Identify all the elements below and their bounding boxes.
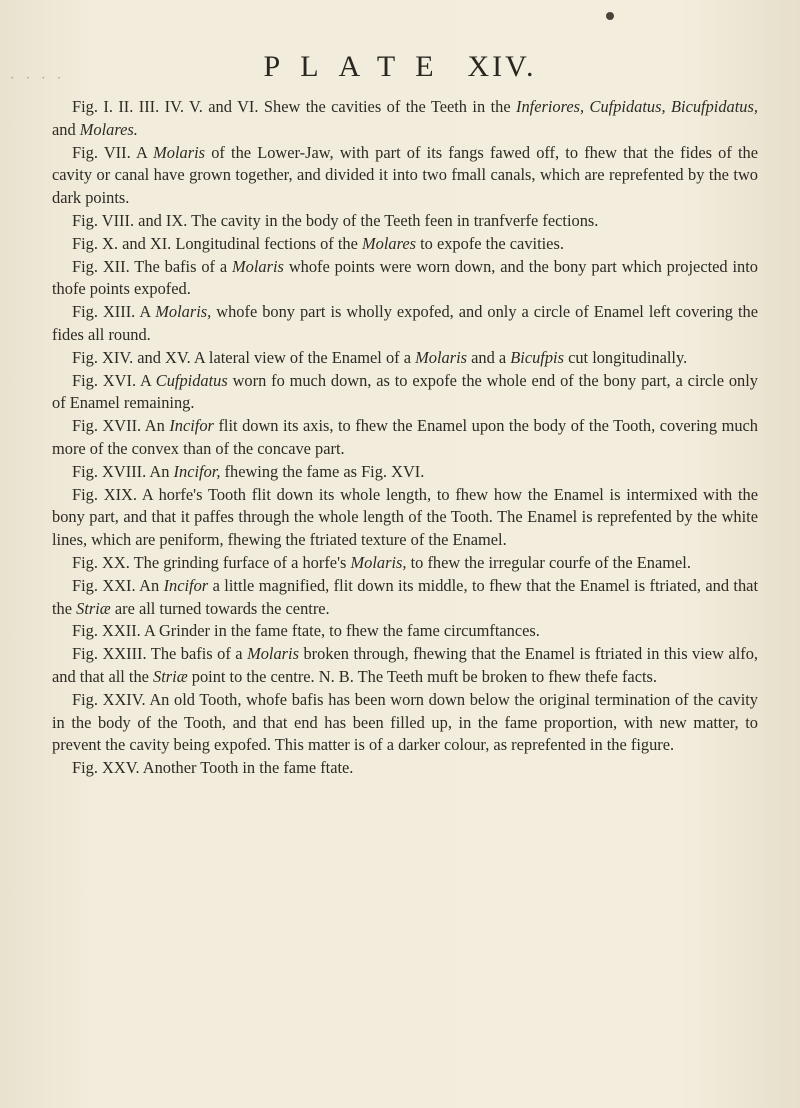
- entry-text: A: [136, 370, 156, 390]
- figure-entry: [52, 233, 758, 256]
- figure-entry: [52, 256, 758, 302]
- figure-descriptions: [52, 96, 758, 780]
- figure-entry: [52, 620, 758, 643]
- figure-label: Fig. XVIII.: [72, 461, 147, 481]
- entry-text: The bafis of a: [129, 256, 233, 276]
- entry-text: are all turned towards the centre.: [110, 598, 330, 618]
- entry-text: Shew the cavities of the Teeth in the: [258, 97, 517, 116]
- entry-text: a little magnified, flit down its middle, to fhew that the Enamel is ftriated, and that the: [52, 575, 759, 618]
- figure-label: Fig. XIII.: [72, 302, 136, 322]
- ink-dot: [606, 12, 614, 20]
- entry-text: Longitudinal fections of the: [171, 233, 362, 253]
- italic-term: Striæ: [76, 598, 111, 618]
- plate-word: PLATE: [263, 50, 454, 83]
- figure-label: Fig. XXV.: [72, 758, 140, 778]
- entry-text: A Grinder in the fame ftate, to fhew the fame circumftances.: [140, 621, 540, 641]
- margin-marks: · · · ·: [10, 70, 66, 85]
- entry-text: of the Lower-Jaw, with part of its fangs fawed off, to fhew that the fides of the cavity or canal have grown together, and divided it into two fmall canals, which are reprefented by the two dark points.: [52, 142, 758, 208]
- italic-term: Incifor: [163, 575, 209, 595]
- italic-term: Cufpidatus: [155, 370, 228, 390]
- plate-number: XIV.: [467, 50, 537, 83]
- italic-term: Striæ: [153, 666, 188, 686]
- entry-text: An: [146, 461, 174, 481]
- entry-text: to fhew the irregular courfe of the Enamel.: [406, 552, 691, 572]
- figure-label: Fig. XII.: [72, 256, 130, 276]
- entry-text: An old Tooth, whofe bafis has been worn down below the original termination of the cavity in the body of the Tooth, and that end has been filled up, in the fame proportion, with new matter, to prevent the cavity being expofed. This matter is of a darker colour, as reprefented in the figure.: [52, 689, 758, 755]
- entry-text: An: [141, 416, 170, 436]
- italic-term: Molaris: [153, 142, 206, 162]
- figure-entry: [52, 552, 758, 575]
- entry-text: cut longitudinally.: [563, 347, 688, 367]
- entry-text: A lateral view of the Enamel of a: [190, 347, 416, 367]
- italic-term: Incifor: [169, 416, 214, 436]
- figure-label: Fig. XXIII.: [72, 644, 147, 664]
- figure-entry: [52, 347, 758, 370]
- entry-text: flit down its axis, to fhew the Enamel upon the body of the Tooth, covering much more of the convex than of the concave part.: [52, 416, 758, 458]
- italic-term: Molares: [361, 233, 417, 253]
- figure-entry: [52, 643, 758, 689]
- italic-term: Molares.: [79, 119, 138, 139]
- entry-text: to expofe the cavities.: [416, 233, 564, 253]
- entry-text: An: [135, 575, 164, 595]
- figure-entry: [52, 96, 758, 142]
- figure-entry: [52, 142, 758, 210]
- entry-text: Another Tooth in the fame ftate.: [139, 758, 354, 778]
- figure-entry: [52, 370, 758, 416]
- italic-term: Molaris: [247, 644, 299, 664]
- figure-entry: [52, 757, 758, 780]
- figure-label: Fig. XXIV.: [72, 689, 146, 709]
- figure-entry: [52, 415, 758, 461]
- entry-text: The bafis of a: [146, 644, 248, 664]
- entry-text: fhewing the fame as Fig. XVI.: [220, 461, 425, 481]
- figure-entry: [52, 301, 758, 347]
- italic-term: Molaris,: [350, 552, 407, 572]
- italic-term: Incifor,: [173, 461, 221, 481]
- figure-label: Fig. I. II. III. IV. V. and VI.: [72, 97, 259, 116]
- italic-term: Inferiores, Cufpidatus, Bicufpidatus,: [516, 97, 758, 116]
- figure-entry: [52, 689, 758, 757]
- entry-text: and: [52, 119, 80, 139]
- entry-text: point to the centre. N. B. The Teeth muft be broken to fhew thefe facts.: [187, 666, 658, 686]
- figure-label: Fig. XVII.: [72, 416, 142, 436]
- plate-title: [0, 50, 800, 84]
- figure-label: Fig. XVI.: [72, 370, 137, 390]
- italic-term: Molaris: [232, 256, 284, 276]
- figure-label: Fig. XIX.: [72, 484, 137, 504]
- figure-label: Fig. XIV. and XV.: [72, 347, 191, 367]
- entry-text: A: [135, 302, 156, 322]
- entry-text: and a: [467, 347, 511, 367]
- entry-text: whofe points were worn down, and the bony part which projected into thofe points expofed.: [52, 256, 758, 299]
- entry-text: A: [130, 142, 154, 162]
- figure-label: Fig. XXII.: [72, 621, 141, 641]
- figure-label: Fig. XX.: [72, 552, 130, 572]
- figure-label: Fig. XXI.: [72, 575, 136, 595]
- entry-text: whofe bony part is wholly expofed, and only a circle of Enamel left covering the fides all round.: [52, 302, 758, 344]
- figure-label: Fig. VIII. and IX.: [72, 210, 188, 230]
- figure-entry: [52, 210, 758, 233]
- entry-text: A horfe's Tooth flit down its whole length, to fhew how the Enamel is intermixed with the bony part, and that it paffes through the whole length of the Tooth. The Enamel is reprefented by the white lines, which are peniform, fhewing the ftriated texture of the Enamel.: [52, 484, 759, 550]
- italic-term: Bicufpis: [510, 347, 564, 367]
- figure-entry: [52, 484, 758, 552]
- figure-label: Fig. VII.: [72, 142, 131, 162]
- figure-label: Fig. X. and XI.: [72, 233, 172, 253]
- figure-entry: [52, 575, 758, 621]
- italic-term: Molaris,: [155, 302, 212, 322]
- entry-text: The cavity in the body of the Teeth feen in tranfverfe fections.: [187, 210, 599, 230]
- figure-entry: [52, 461, 758, 484]
- italic-term: Molaris: [415, 347, 468, 367]
- entry-text: worn fo much down, as to expofe the whole end of the bony part, a circle only of Enamel remaining.: [52, 370, 758, 413]
- entry-text: The grinding furface of a horfe's: [129, 552, 351, 572]
- entry-text: broken through, fhewing that the Enamel is ftriated in this view alfo, and that all the: [52, 644, 758, 686]
